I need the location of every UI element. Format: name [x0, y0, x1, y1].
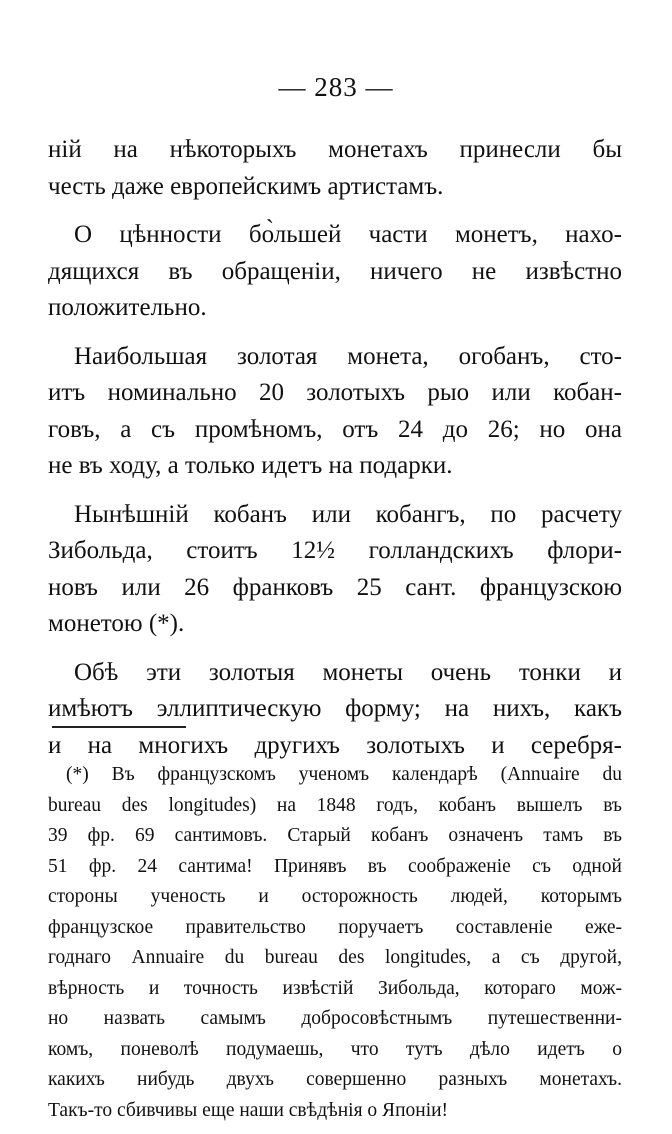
text-line: дящихся въ обращеніи, ничего не извѣстно	[48, 257, 622, 285]
text-line: Зибольда, стоитъ 12½ голландскихъ флори-	[48, 537, 622, 564]
footnote-line: bureau des longitudes) на 1848 годъ, кобанъ вышелъ въ	[48, 794, 622, 816]
text-line: итъ номинально 20 золотыхъ рыо или кобан-	[48, 379, 622, 406]
text-line: новъ или 26 франковъ 25 сант. французскою	[48, 573, 622, 601]
text-line: не въ ходу, а только идетъ на подарки.	[48, 452, 453, 479]
paragraph-5	[48, 655, 622, 765]
footnote-line: стороны ученость и осторожность людей, которымъ	[48, 886, 622, 907]
footnote-line: вѣрность и точность извѣстій Зибольда, котораго мож-	[48, 977, 622, 999]
footnote-line: французское правительство поручаетъ составленіе еже-	[48, 916, 622, 938]
footnote-line: годнаго Annuaire du bureau des longitudes, а съ другой,	[48, 947, 622, 968]
footnote-line: какихъ нибудь двухъ совершенно разныхъ монетахъ.	[48, 1069, 622, 1090]
text-line: ній на нѣкоторыхъ монетахъ принесли бы	[48, 136, 622, 163]
footnote-line: комъ, поневолѣ подумаешь, что тутъ дѣло идетъ о	[48, 1038, 622, 1060]
footnote-line: (*) Въ французскомъ ученомъ календарѣ (Annuaire du	[66, 764, 622, 785]
page-number: — 283 —	[278, 72, 394, 102]
paragraph-3	[48, 339, 622, 485]
footnote-line: Такъ-то сбивчивы еще наши свѣдѣнія о Японіи!	[48, 1099, 449, 1121]
text-line: Нынѣшній кобанъ или кобангъ, по расчету	[74, 500, 622, 528]
text-line: и на многихъ другихъ золотыхъ и серебря-	[48, 731, 622, 759]
footnote	[48, 760, 622, 1126]
footnote-line: 39 фр. 69 сантимовъ. Старый кобанъ означенъ тамъ въ	[48, 825, 622, 846]
text-line: говъ, а съ промѣномъ, отъ 24 до 26; но она	[48, 415, 622, 443]
footnote-divider	[52, 726, 186, 728]
text-line: О цѣнности бо̀льшей части монетъ, нахо-	[74, 221, 622, 248]
paragraph-2	[48, 217, 622, 327]
footnote-line: 51 фр. 24 сантима! Принявъ въ соображеніе съ одной	[48, 855, 622, 877]
text-line: положительно.	[48, 294, 207, 321]
main-text	[48, 132, 622, 776]
paragraph-4	[48, 497, 622, 643]
text-line: монетою (*).	[48, 610, 185, 637]
text-line: Обѣ эти золотыя монеты очень тонки и	[74, 658, 622, 686]
footnote-line: но назвать самымъ добросовѣстнымъ путешественни-	[48, 1008, 622, 1029]
text-line: Наибольшая золотая монета, огобанъ, сто-	[74, 342, 622, 370]
text-line: честь даже европейскимъ артистамъ.	[48, 172, 444, 200]
paragraph-1	[48, 132, 622, 205]
text-line: имѣютъ эллиптическую форму; на нихъ, какъ	[48, 695, 622, 722]
